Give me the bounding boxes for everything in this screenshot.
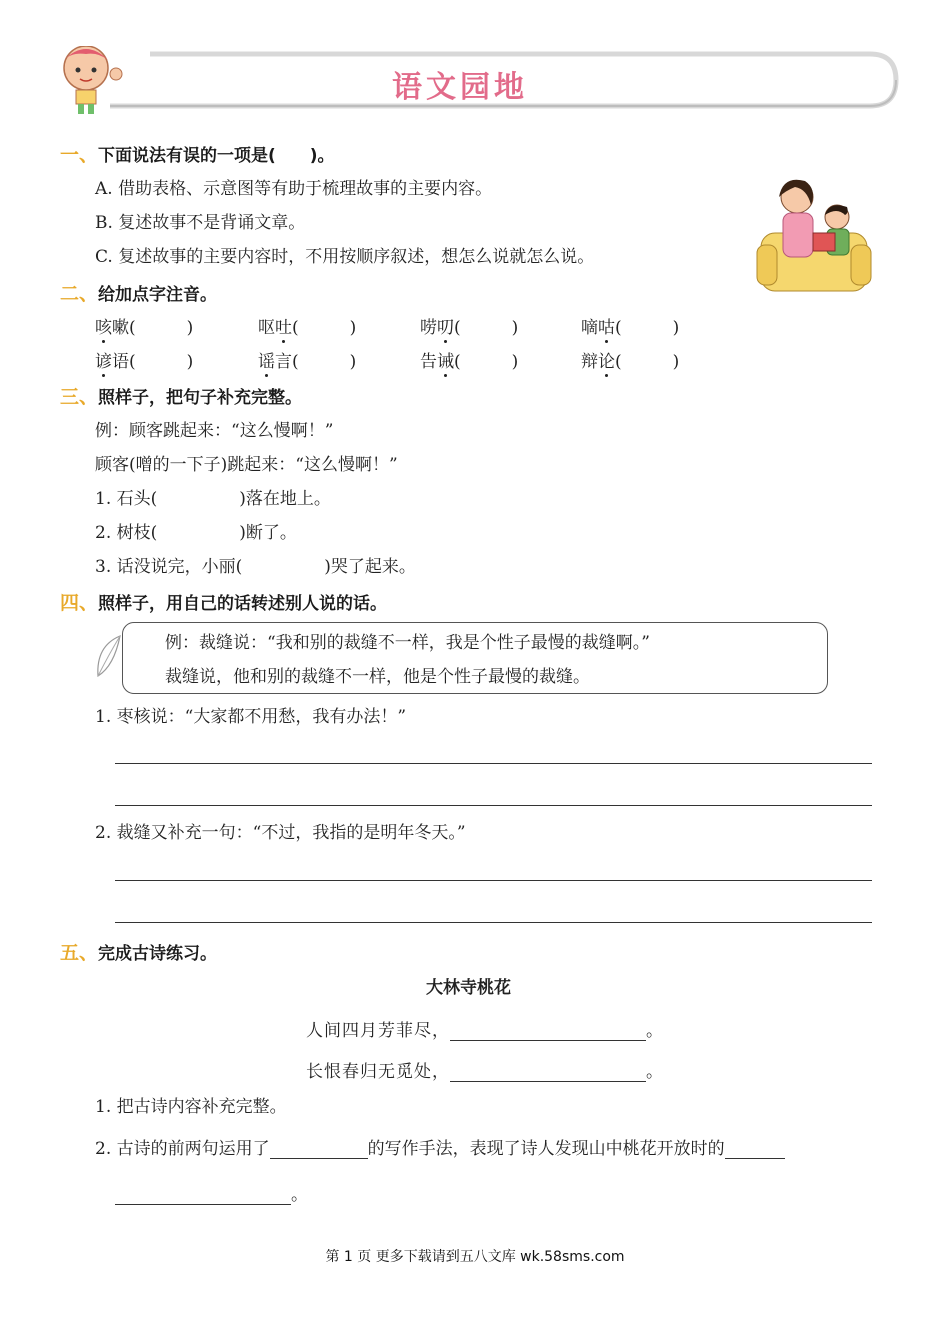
pinyin-item [95, 347, 193, 372]
section-number: 三、 [60, 386, 99, 408]
poem-blank[interactable] [450, 1063, 646, 1082]
answer-blank[interactable] [115, 1186, 291, 1205]
example-reported: 裁缝说，他和别的裁缝不一样，他是个性子最慢的裁缝。 [165, 667, 590, 687]
poem-line-2 [306, 1057, 664, 1082]
pinyin-item [420, 313, 518, 338]
fill-item-1 [95, 484, 331, 509]
question-2 [95, 1134, 785, 1159]
question-2-continued [115, 1180, 308, 1205]
page-title: 语文园地 [392, 70, 528, 105]
poem-text: 长恨春归无觅处， [306, 1062, 450, 1082]
question-text-a: 2. 古诗的前两句运用了 [95, 1139, 270, 1159]
fill-item-prefix: 2. 树枝( [95, 523, 158, 543]
option-b: B. 复述故事不是背诵文章。 [95, 213, 306, 233]
pinyin-char: 呕 [258, 318, 275, 338]
answer-line[interactable] [115, 880, 872, 881]
section-title: 照样子，用自己的话转述别人说的话。 [98, 594, 388, 614]
section-number: 五、 [60, 942, 99, 964]
poem-blank[interactable] [450, 1022, 646, 1041]
pinyin-item [581, 313, 679, 338]
pinyin-item [258, 347, 356, 372]
dotted-char: 咳 [95, 318, 112, 338]
poem-period: 。 [646, 1062, 664, 1082]
pinyin-answer-space[interactable]: ( ) [292, 352, 357, 372]
pinyin-char: 唠 [420, 318, 437, 338]
pinyin-answer-space[interactable]: ( ) [129, 352, 194, 372]
fill-item-suffix: )哭了起来。 [324, 557, 416, 577]
question-2: 2. 裁缝又补充一句：“不过，我指的是明年冬天。” [95, 823, 466, 843]
dotted-char: 谣 [258, 352, 275, 372]
page-footer: 第 1 页 更多下载请到五八文库 wk.58sms.com [325, 1249, 625, 1265]
dotted-char: 咕 [598, 318, 615, 338]
dotted-char: 叨 [437, 318, 454, 338]
answer-line[interactable] [115, 922, 872, 923]
answer-blank[interactable] [725, 1140, 785, 1159]
fill-item-3 [95, 552, 416, 577]
example-quote: 例：裁缝说：“我和别的裁缝不一样，我是个性子最慢的裁缝啊。” [165, 633, 650, 653]
mother-reading-illustration [755, 175, 873, 295]
fill-item-prefix: 3. 话没说完，小丽( [95, 557, 243, 577]
answer-line[interactable] [115, 763, 872, 764]
poem-text: 人间四月芳菲尽， [306, 1021, 450, 1041]
pinyin-item [95, 313, 193, 338]
fill-item-2 [95, 518, 297, 543]
section-number: 四、 [60, 592, 99, 614]
dotted-char: 吐 [275, 318, 292, 338]
section-title: 下面说法有误的一项是( )。 [98, 146, 335, 166]
section-title: 完成古诗练习。 [98, 944, 218, 964]
pinyin-char: 言 [275, 352, 292, 372]
pinyin-char: 语 [112, 352, 129, 372]
poem-period: 。 [646, 1021, 664, 1041]
option-a: A. 借助表格、示意图等有助于梳理故事的主要内容。 [95, 179, 493, 199]
pinyin-item [258, 313, 356, 338]
dotted-char: 诫 [437, 352, 454, 372]
pinyin-answer-space[interactable]: ( ) [454, 352, 519, 372]
dotted-char: 谚 [95, 352, 112, 372]
fill-item-suffix: )断了。 [239, 523, 297, 543]
pinyin-char: 嗽 [112, 318, 129, 338]
answer-blank[interactable] [270, 1140, 368, 1159]
section-title: 给加点字注音。 [98, 285, 218, 305]
answer-line[interactable] [115, 805, 872, 806]
example-answer: 顾客(噌的一下子)跳起来：“这么慢啊！” [95, 455, 398, 475]
pinyin-char: 辩 [581, 352, 598, 372]
pinyin-answer-space[interactable]: ( ) [292, 318, 357, 338]
fill-item-suffix: )落在地上。 [239, 489, 331, 509]
pinyin-answer-space[interactable]: ( ) [454, 318, 519, 338]
leaf-decoration [90, 632, 130, 686]
pinyin-char: 嘀 [581, 318, 598, 338]
section-number: 二、 [60, 283, 99, 305]
pinyin-answer-space[interactable]: ( ) [615, 352, 680, 372]
pinyin-answer-space[interactable]: ( ) [129, 318, 194, 338]
pinyin-item [420, 347, 518, 372]
pinyin-answer-space[interactable]: ( ) [615, 318, 680, 338]
poem-title: 大林寺桃花 [426, 978, 511, 998]
section-number: 一、 [60, 144, 99, 166]
fill-item-prefix: 1. 石头( [95, 489, 158, 509]
option-c: C. 复述故事的主要内容时，不用按顺序叙述，想怎么说就怎么说。 [95, 247, 595, 267]
example-sentence: 例：顾客跳起来：“这么慢啊！” [95, 421, 334, 441]
pinyin-item [581, 347, 679, 372]
dotted-char: 论 [598, 352, 615, 372]
question-1: 1. 枣核说：“大家都不用愁，我有办法！” [95, 707, 407, 727]
question-1: 1. 把古诗内容补充完整。 [95, 1097, 287, 1117]
question-period: 。 [291, 1185, 308, 1205]
question-text-b: 的写作手法，表现了诗人发现山中桃花开放时的 [367, 1139, 725, 1159]
girl-mascot-illustration [48, 46, 136, 116]
poem-line-1 [306, 1016, 664, 1041]
section-title: 照样子，把句子补充完整。 [98, 388, 303, 408]
pinyin-char: 告 [420, 352, 437, 372]
